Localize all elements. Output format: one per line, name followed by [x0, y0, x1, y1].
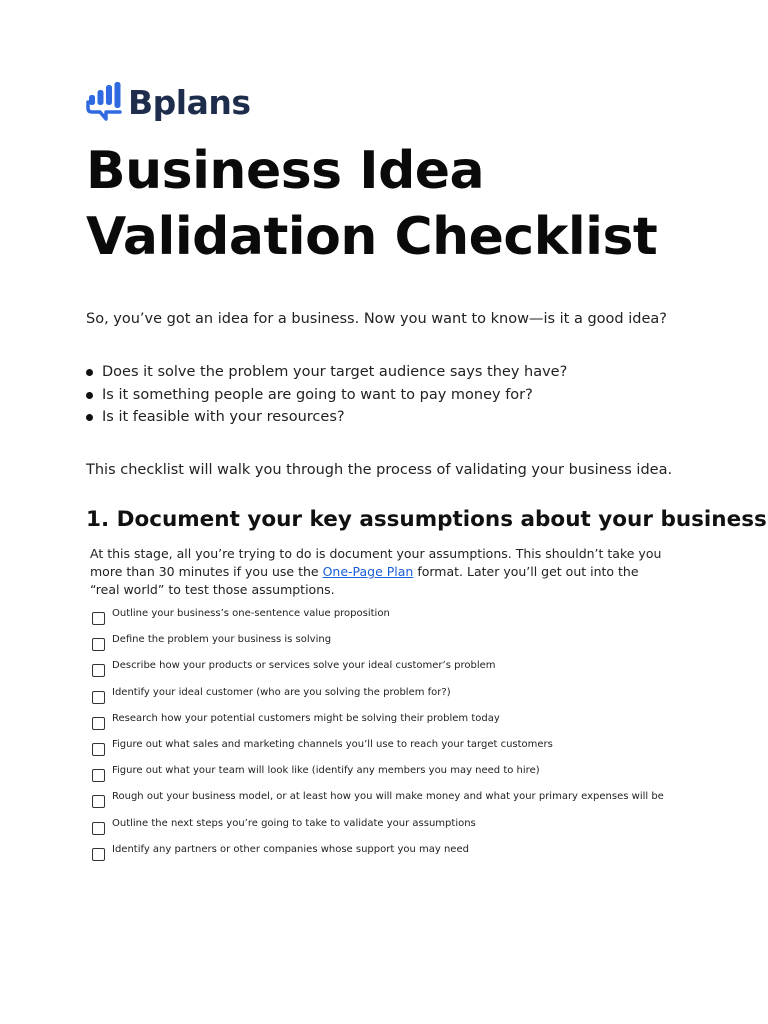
checklist-item-label: Rough out your business model, or at least how you will make money and what your primary expenses will be	[112, 791, 664, 803]
checklist-item-label: Figure out what sales and marketing channels you’ll use to reach your target customers	[112, 738, 553, 750]
checkbox[interactable]	[92, 848, 105, 861]
question-list	[86, 361, 567, 429]
section-1-heading: 1. Document your key assumptions about your business	[86, 507, 767, 532]
checkbox[interactable]	[92, 691, 105, 704]
question-item: Is it something people are going to want to pay money for?	[86, 384, 567, 407]
question-item: Does it solve the problem your target audience says they have?	[86, 361, 567, 384]
checkbox[interactable]	[92, 612, 105, 625]
section-1-text-before-link: At this stage, all you’re trying to do is document your assumptions. This shouldn’t take you more than 30 minutes if you use the	[90, 546, 662, 579]
title-line-1: Business Idea	[86, 141, 485, 201]
checklist-item-label: Define the problem your business is solving	[112, 634, 332, 646]
section-1-text-after-link: format. Later you’ll get out into the “real world” to test those assumptions.	[90, 564, 639, 597]
bar-chart-speech-bubble-icon	[86, 82, 124, 122]
checklist-item	[92, 711, 664, 737]
question-item: Is it feasible with your resources?	[86, 406, 567, 429]
checklist-item-label: Identify any partners or other companies whose support you may need	[112, 843, 469, 855]
brand-name: Bplans	[128, 82, 251, 122]
checklist-item	[92, 842, 664, 868]
checkbox[interactable]	[92, 822, 105, 835]
checklist-item-label: Research how your potential customers might be solving their problem today	[112, 712, 500, 724]
checklist-item	[92, 606, 664, 632]
checklist-item	[92, 789, 664, 815]
checkbox[interactable]	[92, 769, 105, 782]
bplans-logo	[86, 82, 251, 122]
checklist-item-label: Describe how your products or services solve your ideal customer’s problem	[112, 660, 496, 672]
section-1-checklist	[92, 606, 664, 868]
checklist-item	[92, 763, 664, 789]
walkthrough-paragraph: This checklist will walk you through the process of validating your business idea.	[86, 462, 673, 478]
checklist-item	[92, 685, 664, 711]
checklist-item	[92, 658, 664, 684]
checkbox[interactable]	[92, 743, 105, 756]
checklist-item-label: Outline your business’s one-sentence value proposition	[112, 608, 390, 619]
intro-paragraph: So, you’ve got an idea for a business. Now you want to know—is it a good idea?	[86, 311, 667, 327]
checklist-item	[92, 737, 664, 763]
section-1-description	[90, 545, 670, 599]
checklist-item-label: Identify your ideal customer (who are you solving the problem for?)	[112, 686, 451, 698]
checklist-item-label: Outline the next steps you’re going to take to validate your assumptions	[112, 817, 476, 829]
title-line-2: Validation Checklist	[86, 207, 658, 267]
checklist-item	[92, 816, 664, 842]
checkbox[interactable]	[92, 664, 105, 677]
checklist-item-label: Figure out what your team will look like (identify any members you may need to hire)	[112, 765, 540, 777]
one-page-plan-link[interactable]: One-Page Plan	[322, 564, 414, 579]
page-title	[86, 138, 657, 270]
checkbox[interactable]	[92, 638, 105, 651]
checkbox[interactable]	[92, 717, 105, 730]
checklist-item	[92, 632, 664, 658]
checkbox[interactable]	[92, 795, 105, 808]
